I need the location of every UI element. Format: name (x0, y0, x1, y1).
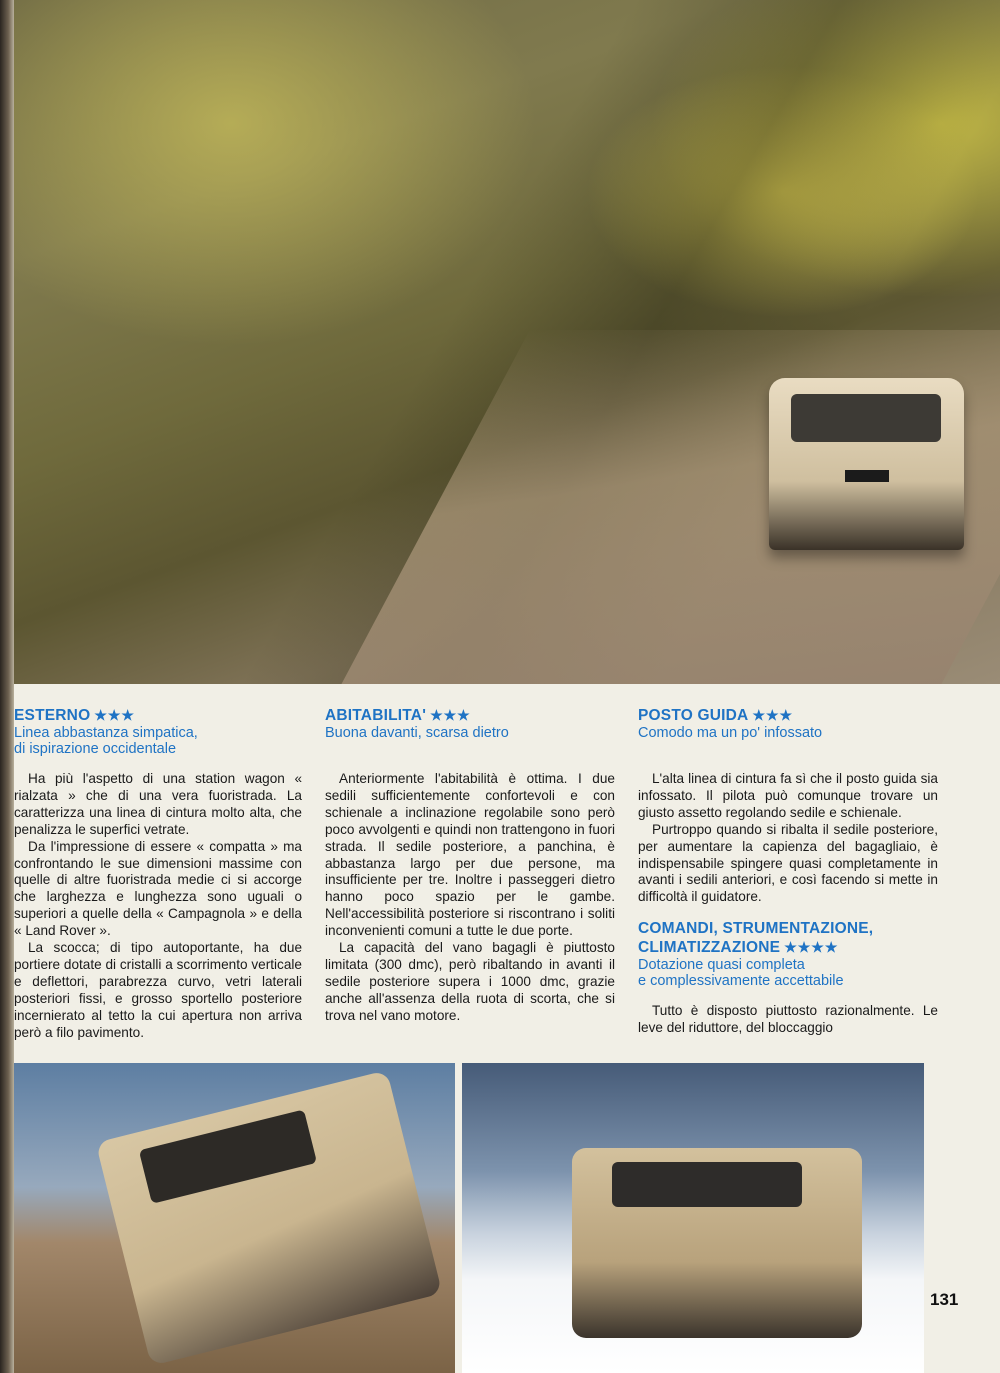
section-subtitle-abitabilita: Buona davanti, scarsa dietro (325, 725, 509, 741)
paragraph: L'alta linea di cintura fa sì che il posto guida sia infossato. Il pilota può comunque trovare un giusto assetto regolando sedile e schienale. (638, 771, 938, 820)
car-rear-view (769, 378, 964, 550)
paragraph: Purtroppo quando si ribalta il sedile posteriore, per aumentare la capienza del bagagliaio, è indispensabile spingere quasi completamente in avanti i sedili anteriori, e così facendo si mette in difficoltà il guidatore. (638, 821, 938, 905)
section-heading-abitabilita (325, 706, 615, 725)
paragraph: Tutto è disposto piuttosto razionalmente. Le leve del riduttore, del bloccaggio (638, 1003, 938, 1036)
car-front-view (572, 1148, 862, 1338)
rear-window (791, 394, 941, 442)
paragraph: Da l'impressione di essere « compatta » ma confrontando le sue dimensioni massime con quelle di altre fuoristrada medie ci si accorge che larghezza e lunghezza sono uguali o superiori a quelle della « Campagnola » e della « Land Rover ». (14, 838, 302, 939)
license-plate (845, 470, 889, 482)
page-number: 131 (930, 1290, 959, 1309)
column-posto-guida (638, 706, 938, 1037)
section-body-esterno (14, 771, 302, 1042)
photo-car-climbing-slope (14, 1063, 455, 1373)
heading-text: CLIMATIZZAZIONE (638, 939, 781, 957)
page-binding-shadow (0, 0, 14, 1373)
subtitle-line: Dotazione quasi completa (638, 957, 805, 974)
section-subtitle-posto-guida: Comodo ma un po' infossato (638, 725, 823, 741)
heading-text: ESTERNO (14, 707, 91, 724)
section-body-posto-guida (638, 771, 938, 906)
photo-offroad-car-mountain-trail (14, 0, 1000, 684)
heading-text: ABITABILITA' (325, 707, 427, 724)
side-windows (139, 1109, 317, 1203)
windshield (612, 1162, 802, 1207)
heading-text: COMANDI, STRUMENTAZIONE, (638, 920, 874, 938)
section-subtitle-comandi (638, 957, 938, 989)
heading-text: POSTO GUIDA (638, 707, 749, 724)
section-body-abitabilita (325, 771, 615, 1025)
paragraph: Anteriormente l'abitabilità è ottima. I due sedili sufficientemente confortevoli e con schienale a inclinazione regolabile sono però poco avvolgenti e quindi non trattengono in fuori strada. Il sedile posteriore, a panchina, è abbastanza largo per due persone, ma insufficiente per tre. Inoltre i passeggeri dietro hanno poco spazio per le gambe. Nell'accessibilità posteriore si riscontrano i soliti inconvenienti comuni a tutte le due porte. (325, 771, 615, 939)
section-body-comandi (638, 1003, 938, 1037)
section-heading-comandi (638, 920, 938, 957)
paragraph: La capacità del vano bagagli è piuttosto limitata (300 dmc), però ribaltando in avanti il sedile posteriore supera i 1000 dmc, grazie anche all'assenza della ruota di scorta, che si trova nel vano motore. (325, 940, 615, 1023)
section-heading-posto-guida (638, 706, 938, 725)
paragraph: La scocca; di tipo autoportante, ha due portiere dotate di cristalli a scorrimento verticale e deflettori, parabrezza curvo, vetri laterali posteriori fissi, e grosso sportello posteriore incernierato al tetto la cui apertura non arriva però a filo pavimento. (14, 940, 302, 1040)
section-subtitle-esterno (14, 725, 302, 757)
paragraph: Ha più l'aspetto di una station wagon « rialzata » che di una vera fuoristrada. La caratterizza una linea di cintura molto alta, che penalizza le superfici vetrate. (14, 771, 302, 837)
subtitle-line: e complessivamente accettabile (638, 973, 844, 990)
rating-stars: ★★★ (430, 707, 471, 723)
car-side-front-view (96, 1070, 443, 1366)
rating-stars: ★★★★ (784, 939, 839, 956)
section-heading-esterno (14, 706, 302, 725)
subtitle-line: Linea abbastanza simpatica, (14, 725, 198, 741)
subtitle-line: di ispirazione occidentale (14, 741, 177, 757)
column-esterno (14, 706, 302, 1042)
rating-stars: ★★★ (94, 707, 135, 723)
rating-stars: ★★★ (752, 707, 794, 723)
photo-car-in-snow (462, 1063, 924, 1373)
column-abitabilita (325, 706, 615, 1025)
